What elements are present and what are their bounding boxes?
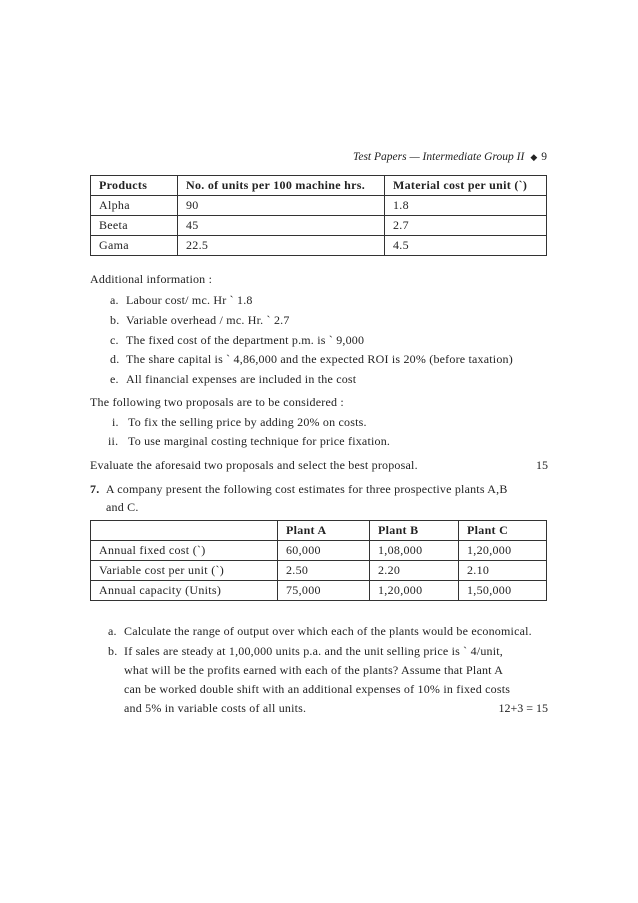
item-label: i. [112,415,119,429]
proposals-title: The following two proposals are to be considered : [90,395,344,409]
table-cell: 2.50 [278,561,370,581]
item-text: The fixed cost of the department p.m. is ` 9,000 [126,333,365,347]
list-item [110,313,290,328]
table-cell: Annual fixed cost (`) [91,541,278,561]
item-text: Calculate the range of output over which each of the plants would be economical. [124,624,532,638]
table-header: Plant A [278,521,370,541]
item-text: All financial expenses are included in the cost [126,372,357,386]
additional-title: Additional information : [90,272,213,286]
page-number: 9 [541,151,547,163]
table-cell: 2.7 [385,216,547,236]
list-item [112,415,367,430]
evaluate-marks: 15 [536,458,548,472]
question-marks: 12+3 = 15 [498,701,548,715]
item-text: If sales are steady at 1,00,000 units p.a. and the unit selling price is ` 4/unit, [124,644,503,658]
table-row [91,196,547,216]
item-text-cont: what will be the profits earned with each of the plants? Assume that Plant A [124,663,504,677]
list-item [110,293,253,308]
table-cell: Beeta [91,216,178,236]
item-text: Labour cost/ mc. Hr ` 1.8 [126,293,253,307]
item-text: The share capital is ` 4,86,000 and the expected ROI is 20% (before taxation) [126,352,513,366]
table-cell: 1,20,000 [459,541,547,561]
table-cell: 2.10 [459,561,547,581]
item-label: a. [110,293,119,307]
table-cell: 1,20,000 [370,581,459,601]
list-item [110,333,364,348]
list-item [108,434,390,449]
item-label: d. [110,352,120,366]
table-cell: Gama [91,236,178,256]
item-label: a. [108,624,117,638]
item-label: e. [110,372,119,386]
item-label: c. [110,333,119,347]
list-item [110,352,513,367]
item-label: b. [110,313,120,327]
item-text: To fix the selling price by adding 20% on costs. [128,415,367,429]
table-cell: 1,08,000 [370,541,459,561]
table-header [91,521,278,541]
table-header-row [91,521,547,541]
table-cell: 75,000 [278,581,370,601]
item-text-cont: can be worked double shift with an additional expenses of 10% in fixed costs [124,682,511,696]
table-cell: 22.5 [178,236,385,256]
plants-table [90,520,547,601]
table-cell: 1,50,000 [459,581,547,601]
question-7 [90,482,508,497]
table-cell: 2.20 [370,561,459,581]
table-cell: 1.8 [385,196,547,216]
table-cell: Alpha [91,196,178,216]
table-row [91,216,547,236]
item-text: To use marginal costing technique for price fixation. [128,434,391,448]
table-header: No. of units per 100 machine hrs. [178,176,385,196]
table-cell: 4.5 [385,236,547,256]
table-row [91,541,547,561]
table-header: Plant B [370,521,459,541]
page-header [353,151,547,163]
item-label: b. [108,644,118,658]
table-cell: Annual capacity (Units) [91,581,278,601]
item-text-cont: and 5% in variable costs of all units. [124,701,307,715]
table-row [91,561,547,581]
item-text: Variable overhead / mc. Hr. ` 2.7 [126,313,290,327]
list-item [110,372,356,387]
question-text: A company present the following cost estimates for three prospective plants A,B [105,482,508,496]
list-item [108,624,532,639]
item-label: ii. [108,434,119,448]
table-row [91,581,547,601]
list-item [108,644,503,659]
table-header: Plant C [459,521,547,541]
table-cell: Variable cost per unit (`) [91,561,278,581]
table-header: Products [91,176,178,196]
question-text-cont: and C. [106,500,139,514]
products-table [90,175,547,256]
table-row [91,236,547,256]
table-header: Material cost per unit (`) [385,176,547,196]
diamond-icon: ◆ [530,152,538,162]
table-cell: 90 [178,196,385,216]
table-header-row [91,176,547,196]
table-cell: 45 [178,216,385,236]
table-cell: 60,000 [278,541,370,561]
question-number: 7. [90,482,100,496]
evaluate-text: Evaluate the aforesaid two proposals and select the best proposal. [90,458,418,472]
header-title: Test Papers — Intermediate Group II [353,151,525,163]
